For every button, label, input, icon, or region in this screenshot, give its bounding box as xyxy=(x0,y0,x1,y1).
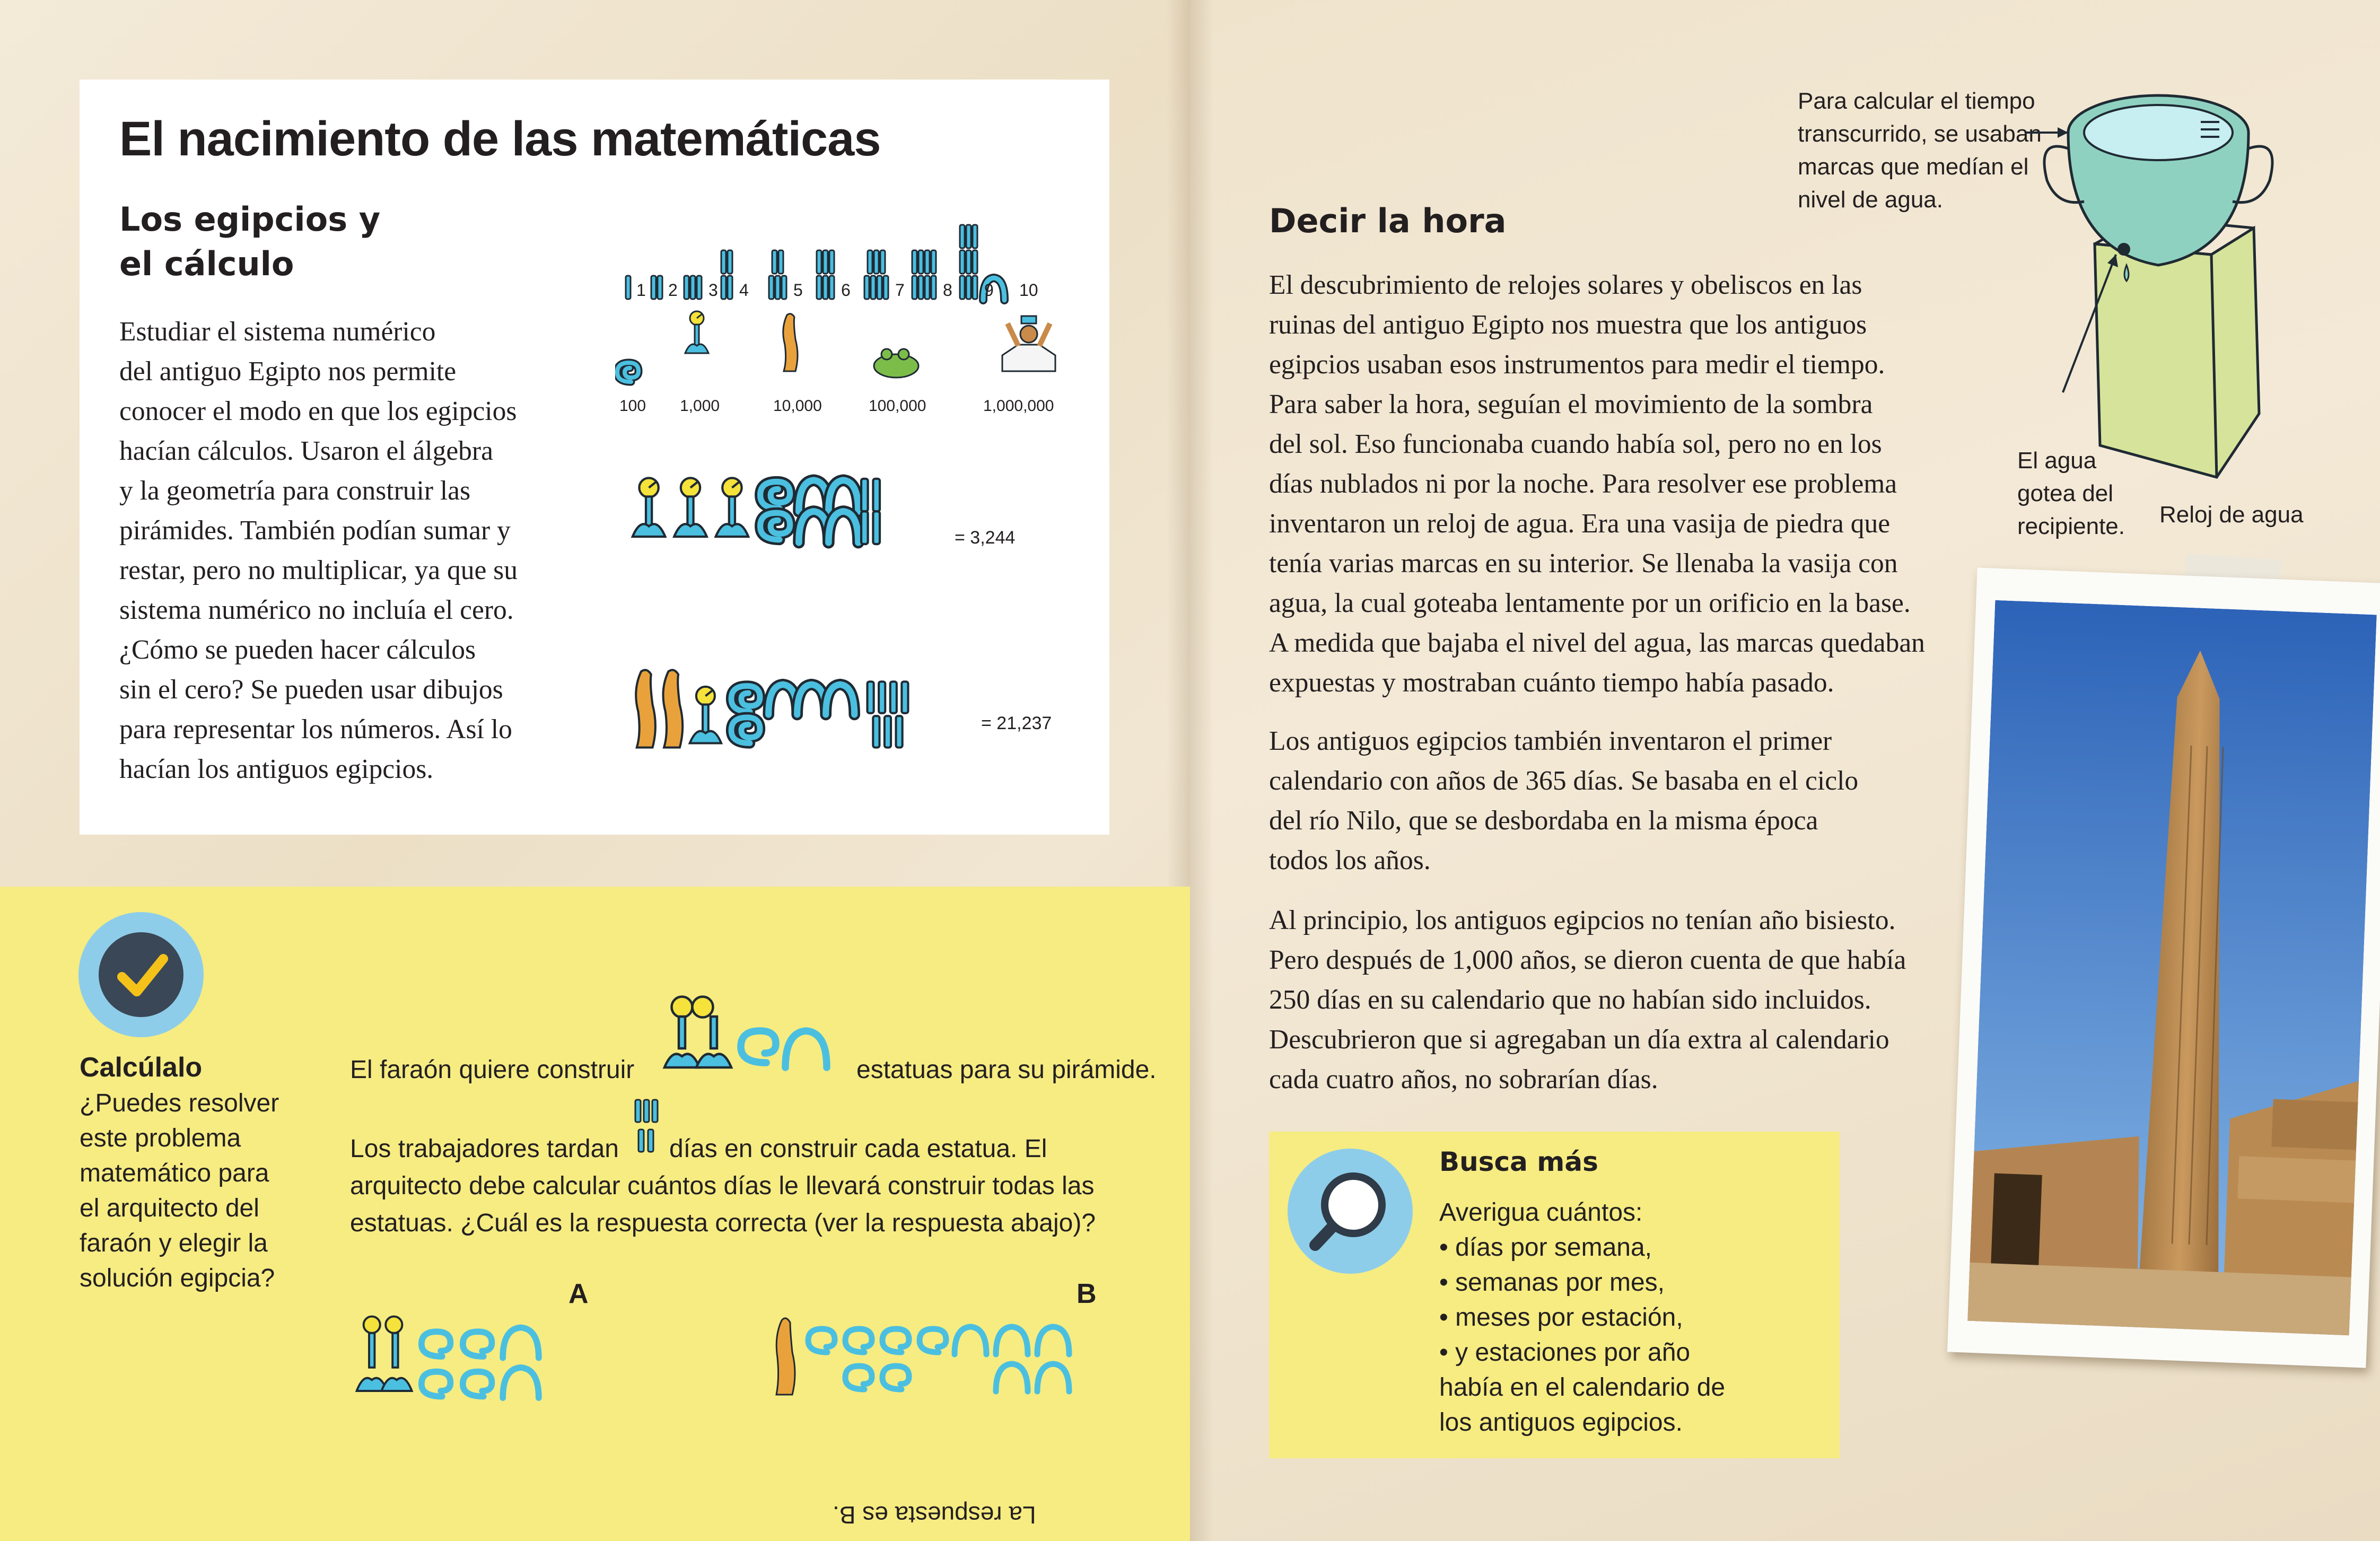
subtitle-line: Los egipcios y xyxy=(119,200,381,239)
body-line: del antiguo Egipto nos permite xyxy=(119,356,457,387)
digit-label: 1 xyxy=(636,281,646,300)
para-line: Descubrieron que si agregaban un día extra al calendario xyxy=(1269,1025,1889,1055)
para-line: A medida que bajaba el nivel del agua, las marcas quedaban xyxy=(1269,628,1925,658)
digit-label: 10 xyxy=(1019,281,1038,300)
calculalo-label: Calcúlalo xyxy=(80,1052,203,1083)
problem-line-1b: estatuas para su pirámide. xyxy=(856,1056,1157,1084)
body-line: y la geometría para construir las xyxy=(119,476,471,506)
busca-line: • semanas por mes, xyxy=(1439,1268,1665,1297)
body-line: ¿Cómo se pueden hacer cálculos xyxy=(119,635,476,665)
digit-label: 9 xyxy=(984,281,994,300)
para-line: 250 días en su calendario que no habían sido incluidos. xyxy=(1269,985,1871,1015)
power-label: 1,000 xyxy=(680,397,720,415)
obelisk-photo-frame xyxy=(1947,567,2380,1368)
digit-label: 2 xyxy=(668,281,678,300)
para-line: inventaron un reloj de agua. Era una vasija de piedra que xyxy=(1269,509,1891,539)
body-line: conocer el modo en que los egipcios xyxy=(119,396,517,426)
statue-count-glyphs xyxy=(658,992,854,1087)
body-line: sin el cero? Se pueden usar dibujos xyxy=(119,675,503,705)
para-line: ruinas del antiguo Egipto nos muestra que los antiguos xyxy=(1269,310,1867,340)
para-line: cada cuatro años, no sobrarían días. xyxy=(1269,1064,1658,1095)
caption-line: El agua xyxy=(2017,448,2097,474)
body-line: hacían cálculos. Usaron el álgebra xyxy=(119,436,493,466)
upside-down-answer: La respuesta es B. xyxy=(833,1501,1036,1529)
power-label: 1,000,000 xyxy=(983,397,1054,415)
problem-line-2b: días en construir cada estatua. El xyxy=(669,1135,1047,1163)
heh-god-icon xyxy=(1002,316,1055,371)
water-clock-label: Reloj de agua xyxy=(2159,502,2304,528)
digit-label: 7 xyxy=(895,281,905,300)
para-line: Pero después de 1,000 años, se dieron cuenta de que había xyxy=(1269,945,1906,975)
option-a-label[interactable]: A xyxy=(568,1279,589,1309)
option-a-glyphs[interactable] xyxy=(355,1315,599,1421)
para-line: expuestas y mostraban cuánto tiempo había pasado. xyxy=(1269,668,1834,698)
power-label: 100 xyxy=(619,397,646,415)
powers-row xyxy=(617,311,1055,382)
busca-line: había en el calendario de xyxy=(1439,1373,1726,1402)
example-3244-value: = 3,244 xyxy=(955,528,1016,548)
powers-labels xyxy=(619,397,1054,415)
option-b-glyphs[interactable] xyxy=(769,1310,1108,1416)
caption-line: nivel de agua. xyxy=(1798,187,1943,213)
busca-line: Averigua cuántos: xyxy=(1439,1198,1643,1227)
water-clock-caption xyxy=(1798,85,2042,216)
busca-line: • meses por estación, xyxy=(1439,1303,1683,1332)
question-line: matemático para xyxy=(80,1159,269,1187)
para-line: Al principio, los antiguos egipcios no tenían año bisiesto. xyxy=(1269,905,1896,935)
question-line: el arquitecto del xyxy=(80,1194,259,1222)
obelisk-photo xyxy=(1967,600,2377,1336)
caption-line: gotea del xyxy=(2017,480,2114,506)
body-line: hacían los antiguos egipcios. xyxy=(119,754,434,784)
digit-label: 5 xyxy=(793,281,803,300)
problem-line-1a: El faraón quiere construir xyxy=(350,1056,635,1084)
digit-label: 6 xyxy=(841,281,851,300)
time-paragraph-2 xyxy=(1269,721,1996,880)
caption-line: marcas que medían el xyxy=(1798,154,2029,180)
body-line: Estudiar el sistema numérico xyxy=(119,317,436,347)
busca-line: • y estaciones por año xyxy=(1439,1338,1691,1367)
para-line: egipcios usaban esos instrumentos para medir el tiempo. xyxy=(1269,349,1885,380)
digit-label: 8 xyxy=(943,281,952,300)
caption-line: recipiente. xyxy=(2017,513,2125,539)
time-paragraph-1 xyxy=(1269,265,1996,703)
page-title: El nacimiento de las matemáticas xyxy=(119,112,881,166)
problem-line-3: arquitecto debe calcular cuántos días le llevará construir todas las xyxy=(350,1172,1095,1200)
magnifier-icon xyxy=(1302,1163,1398,1259)
busca-line: los antiguos egipcios. xyxy=(1439,1408,1683,1437)
example-21237-value: = 21,237 xyxy=(981,713,1052,733)
para-line: todos los años. xyxy=(1269,845,1431,875)
body-line: restar, pero no multiplicar, ya que su xyxy=(119,555,518,585)
para-line: agua, la cual goteaba lentamente por un orificio en la base. xyxy=(1269,588,1911,618)
para-line: calendario con años de 365 días. Se basaba en el ciclo xyxy=(1269,766,1859,796)
question-line: ¿Puedes resolver xyxy=(80,1089,279,1117)
checkmark-icon xyxy=(110,944,174,1008)
para-line: Los antiguos egipcios también inventaron el primer xyxy=(1269,726,1832,756)
option-b-label[interactable]: B xyxy=(1077,1279,1097,1309)
para-line: del río Nilo, que se desbordaba en la misma época xyxy=(1269,805,1818,836)
power-label: 100,000 xyxy=(869,397,926,415)
para-line: días nublados ni por la noche. Para resolver ese problema xyxy=(1269,469,1897,499)
water-clock-illustration xyxy=(2026,74,2302,498)
busca-mas-list xyxy=(1439,1195,1832,1440)
question-line: faraón y elegir la xyxy=(80,1229,268,1257)
days-count-glyphs xyxy=(632,1097,664,1160)
problem-line-2a: Los trabajadores tardan xyxy=(350,1135,619,1163)
digit-label: 4 xyxy=(739,281,749,300)
caption-line: Para calcular el tiempo xyxy=(1798,88,2035,114)
obelisk-image xyxy=(1967,600,2377,1336)
body-line: sistema numérico no incluía el cero. xyxy=(119,595,514,625)
example-21237-glyphs xyxy=(636,670,908,747)
question-line: este problema xyxy=(80,1124,241,1152)
magnifier-badge xyxy=(1288,1149,1413,1274)
problem-line-4: estatuas. ¿Cuál es la respuesta correcta (ver la respuesta abajo)? xyxy=(350,1209,1096,1237)
para-line: del sol. Eso funcionaba cuando había sol, pero no en los xyxy=(1269,429,1882,459)
para-line: El descubrimiento de relojes solares y obeliscos en las xyxy=(1269,270,1862,300)
caption-line: transcurrido, se usaban xyxy=(1798,121,2042,147)
intro-body xyxy=(119,312,586,789)
body-line: pirámides. También podían sumar y xyxy=(119,515,511,546)
question-line: solución egipcia? xyxy=(80,1264,275,1292)
time-paragraph-3 xyxy=(1269,900,1996,1099)
busca-mas-title: Busca más xyxy=(1439,1146,1598,1177)
frog-icon xyxy=(874,349,918,378)
example-3244-glyphs xyxy=(633,478,880,544)
digit-label: 3 xyxy=(708,281,718,300)
para-line: tenía varias marcas en su interior. Se llenaba la vasija con xyxy=(1269,548,1898,579)
busca-line: • días por semana, xyxy=(1439,1233,1652,1262)
body-line: para representar los números. Así lo xyxy=(119,714,512,745)
subtitle-line: el cálculo xyxy=(119,244,294,283)
calculalo-question xyxy=(80,1086,329,1296)
section-subtitle xyxy=(119,197,491,286)
power-label: 10,000 xyxy=(773,397,822,415)
hieroglyph-numerals-illustration xyxy=(615,212,1092,774)
check-badge xyxy=(78,912,204,1037)
section-heading-time: Decir la hora xyxy=(1269,202,1507,240)
para-line: Para saber la hora, seguían el movimiento de la sombra xyxy=(1269,389,1873,419)
